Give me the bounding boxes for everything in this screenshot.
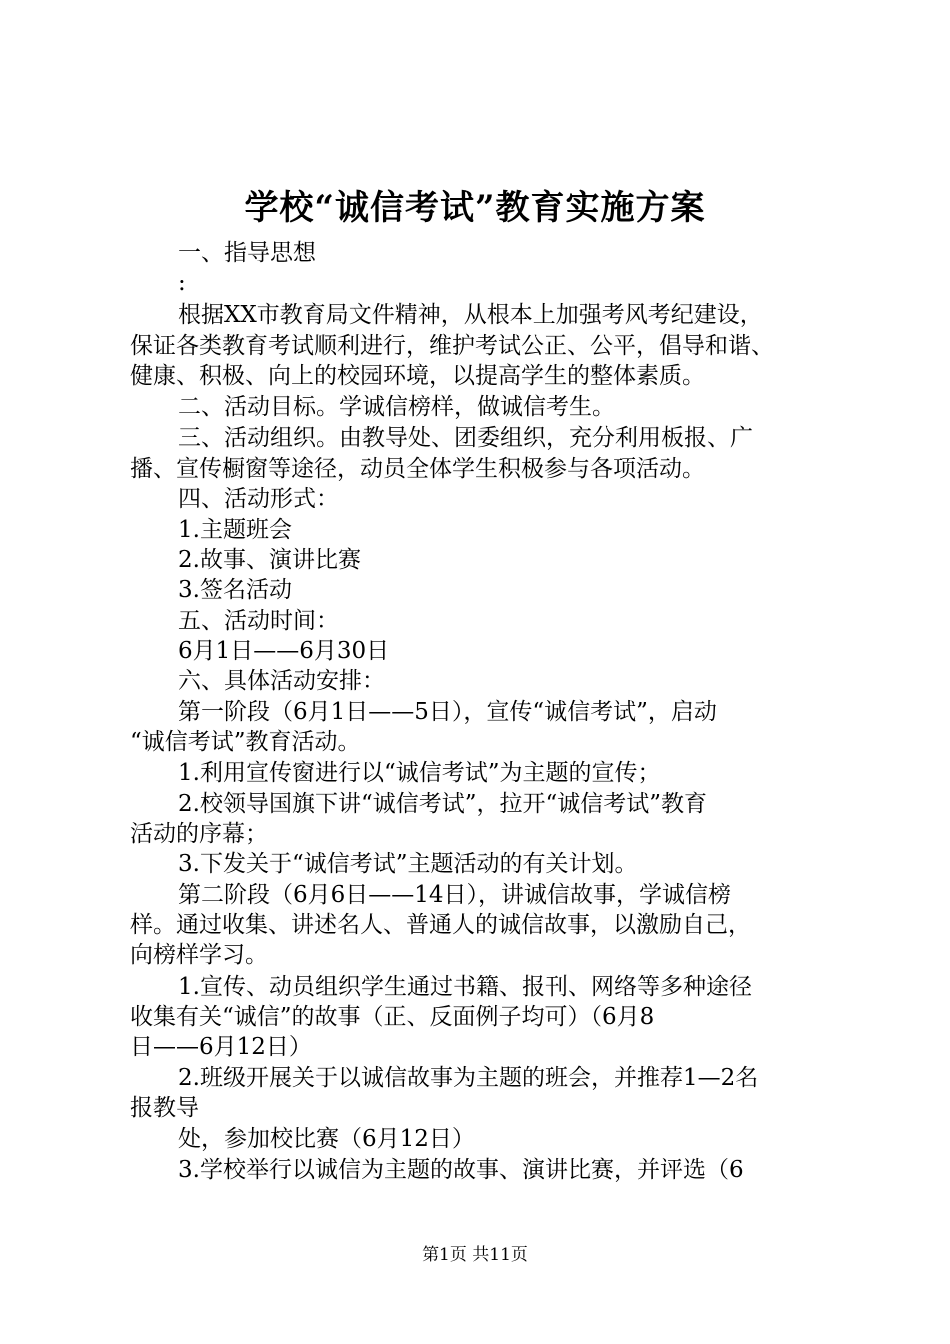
text-line: 向榜样学习。 (130, 942, 268, 968)
document-title: 学校“诚信考试”教育实施方案 (244, 188, 706, 228)
list-item: 3.学校举行以诚信为主题的故事、演讲比赛，并评选（6 (178, 1157, 744, 1183)
text-line: 第一阶段（6月1日——5日），宣传“诚信考试”，启动 (178, 699, 717, 725)
list-item: 1.主题班会 (178, 517, 292, 543)
page-footer: 第1页 共11页 (422, 1245, 528, 1265)
heading-activity-organization: 三、活动组织。由教导处、团委组织，充分利用板报、广 (178, 425, 753, 451)
list-item: 1.宣传、动员组织学生通过书籍、报刊、网络等多种途径 (178, 974, 752, 1000)
heading-guiding-ideology: 一、指导思想 (178, 240, 316, 266)
list-item: 2.故事、演讲比赛 (178, 547, 361, 573)
text-line: 根据XX市教育局文件精神，从根本上加强考风考纪建设， (178, 302, 763, 328)
list-item: 2.班级开展关于以诚信故事为主题的班会，并推荐1—2名 (178, 1065, 759, 1091)
text-line: 活动的序幕； (130, 821, 268, 847)
text-line: 健康、积极、向上的校园环境，以提高学生的整体素质。 (130, 363, 705, 389)
text-line: “诚信考试”教育活动。 (130, 729, 361, 755)
text-line: : (178, 270, 186, 296)
list-item: 2.校领导国旗下讲“诚信考试”，拉开“诚信考试”教育 (178, 791, 707, 817)
text-line: 第二阶段（6月6日——14日），讲诚信故事，学诚信榜 (178, 882, 732, 908)
heading-activity-time: 五、活动时间： (178, 608, 339, 634)
text-line: 处，参加校比赛（6月12日） (178, 1126, 475, 1152)
text-line: 日——6月12日） (130, 1034, 312, 1060)
list-item: 3.签名活动 (178, 577, 292, 603)
heading-activity-goal: 二、活动目标。学诚信榜样，做诚信考生。 (178, 394, 615, 420)
text-line: 保证各类教育考试顺利进行，维护考试公正、公平，倡导和谐、 (130, 333, 774, 359)
text-line: 样。通过收集、讲述名人、普通人的诚信故事，以激励自己， (130, 912, 751, 938)
heading-activity-arrangement: 六、具体活动安排： (178, 668, 385, 694)
text-line: 6月1日——6月30日 (178, 638, 390, 664)
text-line: 播、宣传橱窗等途径，动员全体学生积极参与各项活动。 (130, 456, 705, 482)
text-line: 报教导 (130, 1095, 199, 1121)
text-line: 收集有关“诚信”的故事（正、反面例子均可）（6月8 (130, 1004, 655, 1030)
list-item: 1.利用宣传窗进行以“诚信考试”为主题的宣传； (178, 760, 661, 786)
heading-activity-forms: 四、活动形式： (178, 486, 339, 512)
list-item: 3.下发关于“诚信考试”主题活动的有关计划。 (178, 851, 638, 877)
